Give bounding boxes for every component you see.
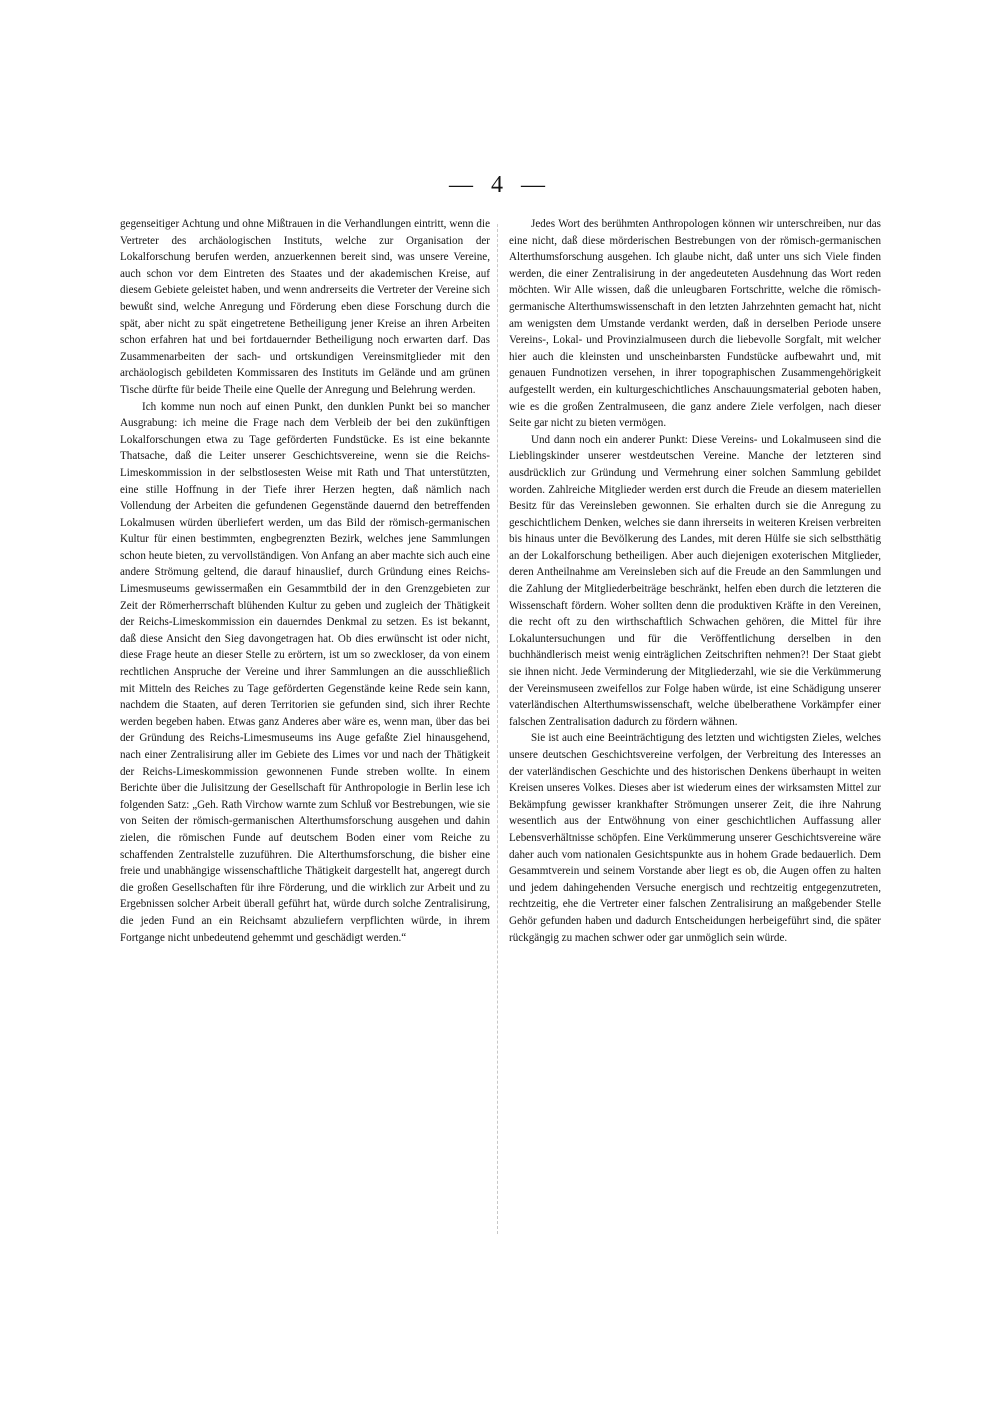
left-paragraph-2: Ich komme nun noch auf einen Punkt, den dunklen Punkt bei so mancher Ausgrabung: ich meine die Frage nach dem Verbleib der bei den zukünftigen Lokalforschungen etwa zu Tage geförderten Fundstücke. Es ist eine bekannte Thatsache, daß die Leiter unserer Geschichtsvereine, wenn sie die Reichs-Limeskommission in der selbstlosesten Weise mit Rath und That unterstützten, eine stille Hoffnung in der Tiefe ihrer Herzen hegten, daß nämlich nach Vollendung der Arbeiten die gefundenen Gegenstände dauernd den betreffenden Lokalmusen würden überliefert werden, um das Bild der römisch-germanischen Kultur für einen bestimmten, engbegrenzten Bezirk, welches jene Sammlungen schon heute bieten, zu vervollständigen. Von Anfang an aber machte sich auch eine andere Strömung geltend, die darauf hinauslief, durch Gründung eines Reichs-Limesmuseums gewissermaßen ein Gesammtbild der in den Grenzgebieten zur Zeit der Römerherrschaft blühenden Kultur zu geben und zugleich der Thätigkeit der Reichs-Limeskommission ein dauerndes Denkmal zu setzen. Es ist bekannt, daß diese Ansicht den Sieg davongetragen hat. Ob dies erwünscht ist oder nicht, diese Frage heute an dieser Stelle zu erörtern, ist um so zweckloser, da von einem rechtlichen Anspruche der Vereine und ihrer Sammlungen an die ausschließlich mit Mitteln des Reiches zu Tage geförderten Gegenstände keine Rede sein kann, nachdem die Staaten, auf deren Territorien sie gefunden sind, sich ihrer Rechte werden begeben haben. Etwas ganz Anderes aber wäre es, wenn man, über das bei der Gründung des Reichs-Limesmuseums ins Auge gefaßte Ziel hinausgehend, nach einer Zentralisirung aller im Gebiete des Limes vor und nach der Thätigkeit der Reichs-Limeskommission gewonnenen Funde streben wollte. In einem Berichte über die Julisitzung der Gesellschaft für Anthropologie in Berlin lese ich folgenden Satz: „Geh. Rath Virchow warnte zum Schluß vor Bestrebungen, wie sie von Seiten der römisch-germanischen Alterthumsforschung ausgehen und dahin zielen, die römischen Funde auf deutschem Boden einer vom Reiche zu schaffenden Zentralstelle zuzuführen. Die Alterthumsforschung, die bisher eine freie und unabhängige wissenschaftliche Thätigkeit dargestellt hat, angeregt durch die großen Gesellschaften für ihre Förderung, und die wirklich zur Arbeit und zu Ergebnissen solcher Arbeit überall geführt hat, würde durch solche Zentralisirung, die jeden Fund an ein Reichsamt abzuliefern verpflichten würde, in ihrem Fortgange nicht unbedeutend gehemmt und geschädigt werden.“ xyxy=(120,400,490,944)
page-number: — 4 — xyxy=(449,172,551,198)
column-divider xyxy=(497,224,498,1234)
left-paragraph-1: gegenseitiger Achtung und ohne Mißtrauen in die Verhandlungen eintritt, wenn die Vertreter des archäologischen Instituts, welche zur Organisation der Lokalforschung berufen werden, anzuerkennen bereit sind, was unsere Vereine, auch schon vor dem Eintreten des Staates und der akademischen Kreise, auf diesem Gebiete geleistet haben, und wenn andrerseits die Vertreter der Vereine sich bewußt sind, welche Anregung und Förderung eben diese Forschung durch die spät, aber nicht zu spät eingetretene Betheiligung jener Kreise an ihren Arbeiten schon erfahren hat und bei fortdauernder Betheiligung noch erwarten darf. Das Zusammenarbeiten der sach- und ortskundigen Vereinsmitglieder mit den archäologisch gebildeten Kommissaren des Instituts im Gelände und am grünen Tische dürfte für beide Theile eine Quelle der Anregung und Belehrung werden. xyxy=(120,218,490,396)
right-paragraph-1: Jedes Wort des berühmten Anthropologen können wir unterschreiben, nur das eine nicht, daß diese mörderischen Bestrebungen von der römisch-germanischen Alterthumsforschung ausgehen. Ich glaube nicht, daß unter uns sich Viele finden werden, die einer Zentralisirung in der angedeuteten Ausdehnung das Wort reden möchten. Wir Alle wissen, daß die unleugbaren Fortschritte, welche die römisch-germanische Alterthumswissenschaft in den letzten Jahrzehnten gemacht hat, nicht am wenigsten dem Umstande verdankt werden, daß in derselben Periode unsere Vereins-, Lokal- und Provinzialmuseen durch die liebevolle Sorgfalt, mit welcher hier auch die kleinsten und unscheinbarsten Fundstücke aufbewahrt und, mit genauen Fundnotizen versehen, in ihrer topographischen Zusammengehörigkeit aufgestellt werden, ein kulturgeschichtliches Anschauungsmaterial geboten haben, wie es die großen Zentralmuseen, die ganz andere Ziele verfolgen, nach dieser Seite gar nicht zu bieten vermögen. xyxy=(509,218,881,430)
right-column xyxy=(509,216,881,946)
right-paragraph-2: Und dann noch ein anderer Punkt: Diese Vereins- und Lokalmuseen sind die Lieblingskinder unserer westdeutschen Vereine. Manche der letzteren sind ausdrücklich zur Gründung und Vermehrung einer solchen Sammlung gebildet worden. Zahlreiche Mitglieder werden erst durch die Freude an diesem materiellen Besitz für das Vereinsleben gewonnen. Sie erhalten durch sie die Anregung zu geschichtlichem Denken, welches sie dann ihrerseits in weiteren Kreisen verbreiten bis hinaus unter die Bevölkerung des Landes, mit deren Hülfe sie sich selbstthätig an der Lokalforschung betheiligen. Aber auch diejenigen exoterischen Mitglieder, deren Antheilnahme am Vereinsleben sich auf die Freude an den Sammlungen und die Zahlung der Mitgliederbeiträge beschränkt, helfen eben durch die letzteren die Wissenschaft fördern. Woher sollten denn die produktiven Kräfte in den Vereinen, die recht oft zu den wirthschaftlich Schwachen gehören, die Mittel für ihre Lokaluntersuchungen und für die Veröffentlichung derselben in den buchhändlerisch meist wenig einträglichen Zeitschriften nehmen?! Der Staat giebt sie ihnen nicht. Jede Verminderung der Mitgliederzahl, wie sie die Verkümmerung der Vereinsmuseen zweifellos zur Folge haben würde, ist eine Schädigung unserer vaterländischen Alterthumswissenschaft, welche übelberathene Vorkämpfer einer falschen Zentralisation dadurch zu fördern wähnen. xyxy=(509,433,881,728)
right-paragraph-3: Sie ist auch eine Beeinträchtigung des letzten und wichtigsten Zieles, welches unsere deutschen Geschichtsvereine verfolgen, der Verbreitung des Interesses an der vaterländischen Geschichte und des historischen Denkens überhaupt in weiten Kreisen unseres Volkes. Dieses aber ist wiederum eines der wirksamsten Mittel zur Bekämpfung gewisser krankhafter Strömungen unserer Zeit, die ihre Nahrung wesentlich aus der Entwöhnung von einer geschichtlichen Auffassung aller Lebensverhältnisse schöpfen. Eine Verkümmerung unserer Geschichtsvereine wäre daher auch vom nationalen Gesichtspunkte aus in hohem Grade bedauerlich. Dem Gesammtverein und seinem Vorstande aber liegt es ob, die Augen offen zu halten und jedem dahingehenden Versuche energisch und rechtzeitig entgegenzutreten, rechtzeitig, ehe die Vertreter einer falschen Zentralisirung an maßgebender Stelle Gehör gefunden haben und dadurch Entscheidungen herbeigeführt sind, die später rückgängig zu machen schwer oder gar unmöglich sein würde. xyxy=(509,732,881,944)
left-column xyxy=(120,216,490,946)
